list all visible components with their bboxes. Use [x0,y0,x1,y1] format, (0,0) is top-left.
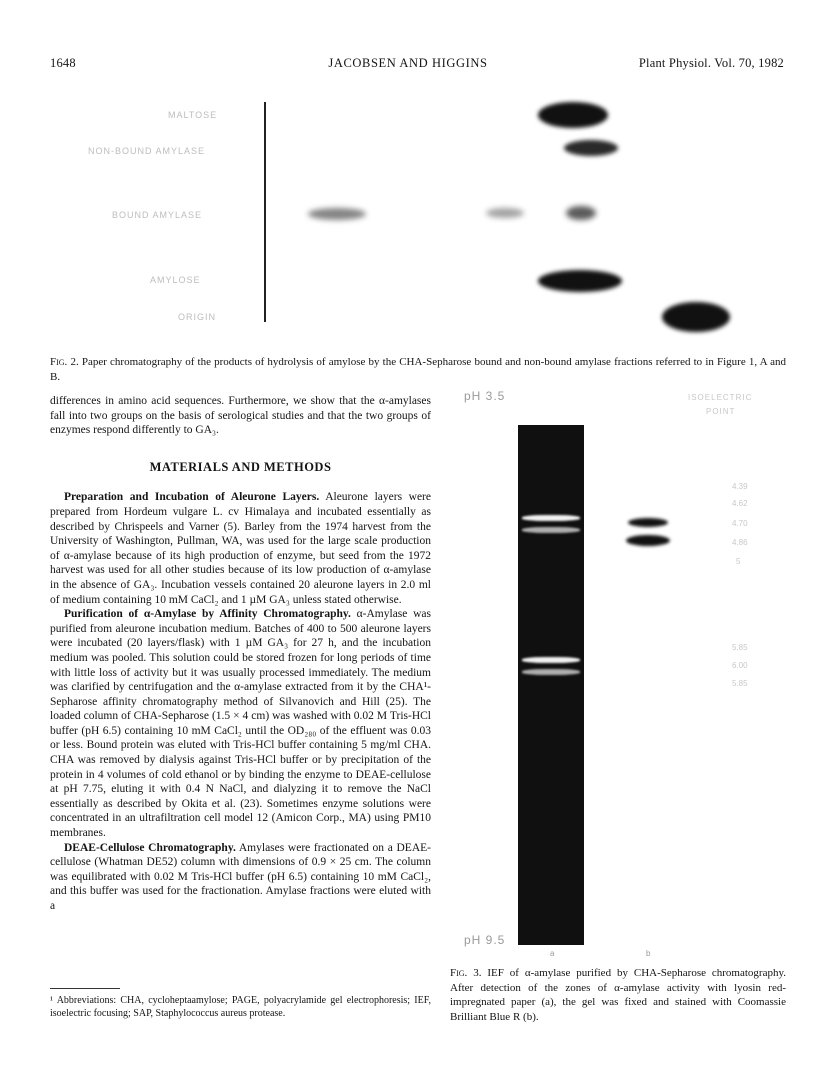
spot-amylose [538,270,622,292]
isoelectric-label: ISOELECTRIC [688,393,753,402]
pi-marker-8: 5.85 [732,679,748,688]
para-aleurone [50,490,431,607]
pi-marker-4: 4.86 [732,538,748,547]
fig2-caption-text: Paper chromatography of the products of hydrolysis of amylose by the CHA-Sepharose bound and non-bound amylase fractions referred to in Figure 1, A and B. [50,356,786,383]
lane-b-label: b [646,949,651,958]
para-affinity-title: Purification of α-Amylase by Affinity Chromatography. [64,608,351,621]
para-deae-title: DEAE-Cellulose Chromatography. [64,841,236,854]
para-affinity-text: α-Amylase was purified from aleurone incubation medium. Batches of 400 to 500 aleurone layers were incubated (20 layers/flask) with 1 µM GA₃ for 27 h, and the incubation medium was pooled. This solution could be stored frozen for long periods of time with little loss of activity but it was usually processed immediately. The medium was clarified by centrifugation and the α-amylase extracted from it by the CHA¹-Sepharose affinity chromatography method of Silvanovich and Hill (25). The loaded column of CHA-Sepharose (1.5 × 4 cm) was washed with 0.02 M Tris-HCl buffer (pH 6.5) containing 10 mM CaCl₂ until the OD₂₈₀ of the effluent was 0.03 or less. Bound protein was eluted with Tris-HCl buffer containing 5 mg/ml CHA. CHA was removed by dialysis against Tris-HCl buffer or by precipitation of the protein in 4 volumes of cold ethanol or by binding the enzyme to DEAE-cellulose at pH 7.75, eluting it with 0.4 N NaCl, and dialyzing it to remove the NaCl essentially as described by Okita et al. (23). Sometimes enzyme solutions were concentrated in an ultrafiltration cell model 12 (Amicon Corp., MA) using PM10 membranes. [50,608,431,840]
fig2-label-origin: ORIGIN [178,312,217,322]
lane-a-label: a [550,949,555,958]
spot-bound-3 [566,206,596,220]
fig3-caption-text: IEF of α-amylase purified by CHA-Sepharose chromatography. After detection of the zones of α-amylase activity with lyosin red-impregnated paper (a), the gel was fixed and stained with Coomassie Brilliant Blue R (b). [450,967,787,1023]
para-aleurone-title: Preparation and Incubation of Aleurone Layers. [64,491,320,504]
figure-3-ief-gel [450,385,786,960]
para-aleurone-text: Aleurone layers were prepared from Hordeum vulgare L. cv Himalaya and incubated essentially as described by Chrispeels and Varner (5). Barley from the 1974 harvest from the University of Washington, Pullman, WA, was used for the large scale production of α-amylase because of its high production of enzyme, but seed from the 1972 harvest was used for all other studies because of its low production of α-amylase in the absence of GA₃. Incubation vessels contained 20 aleurone layers in 2.0 ml of medium containing 10 mM CaCl₂ and 1 µM GA₃ unless stated otherwise. [50,491,431,606]
pi-marker-5: 5 [736,557,741,566]
pi-marker-1: 4.39 [732,482,748,491]
fig2-caption-prefix: Fig. 2. [50,356,79,368]
pi-marker-7: 6.00 [732,661,748,670]
gel-band-1 [522,515,580,521]
footnote-rule [50,988,120,989]
spot-glucose [662,302,730,332]
stain-band-1 [628,518,668,527]
left-column [50,394,431,914]
fig2-label-amylose: AMYLOSE [150,275,201,285]
page-number: 1648 [50,56,76,70]
para-affinity [50,607,431,841]
fig3-caption-prefix: Fig. 3. [450,967,482,979]
stain-band-2 [626,535,670,546]
fig2-label-bound: BOUND AMYLASE [112,210,203,220]
running-head-authors: JACOBSEN AND HIGGINS [328,56,488,70]
section-heading: MATERIALS AND METHODS [149,459,332,474]
gel-band-4 [522,669,580,675]
spot-bound-1 [308,208,366,220]
spot-maltose [538,102,608,128]
intro-tail: differences in amino acid sequences. Furthermore, we show that the α-amylases fall into two groups on the basis of serological studies and that the two groups of enzymes respond differently to GA₃. [50,395,431,437]
ph-bottom-label: pH 9.5 [464,933,506,947]
figure-3-caption [450,966,786,1024]
spot-bound-2 [486,208,524,218]
ph-top-label: pH 3.5 [464,389,506,403]
figure-2-caption [50,355,786,385]
para-deae-text: Amylases were fractionated on a DEAE-cellulose (Whatman DE52) column with dimensions of 0.9 × 25 cm. The column was equilibrated with 0.02 M Tris-HCl buffer (pH 6.5) containing 10 mM CaCl₂, and this buffer was used for the fractionation. Amylase fractions were eluted with a [50,841,431,912]
pi-marker-6: 5.85 [732,643,748,652]
running-head-journal: Plant Physiol. Vol. 70, 1982 [638,56,784,70]
footnote: ¹ Abbreviations: CHA, cycloheptaamylose; PAGE, polyacrylamide gel electrophoresis; IEF, isoelectric focusing; SAP, Staphylococcus aureus protease. [50,995,431,1019]
spot-non-bound [564,140,618,156]
pi-marker-2: 4.62 [732,499,748,508]
gel-band-3 [522,657,580,663]
pi-marker-3: 4.70 [732,519,748,528]
gel-lane-a [518,425,584,945]
origin-line [264,102,266,322]
fig2-label-non-bound: NON-BOUND AMYLASE [88,146,206,156]
gel-band-2 [522,527,580,533]
figure-2-chromatogram [50,90,780,350]
para-deae [50,841,431,914]
point-label: POINT [706,407,736,416]
fig2-label-maltose: MALTOSE [168,110,218,120]
